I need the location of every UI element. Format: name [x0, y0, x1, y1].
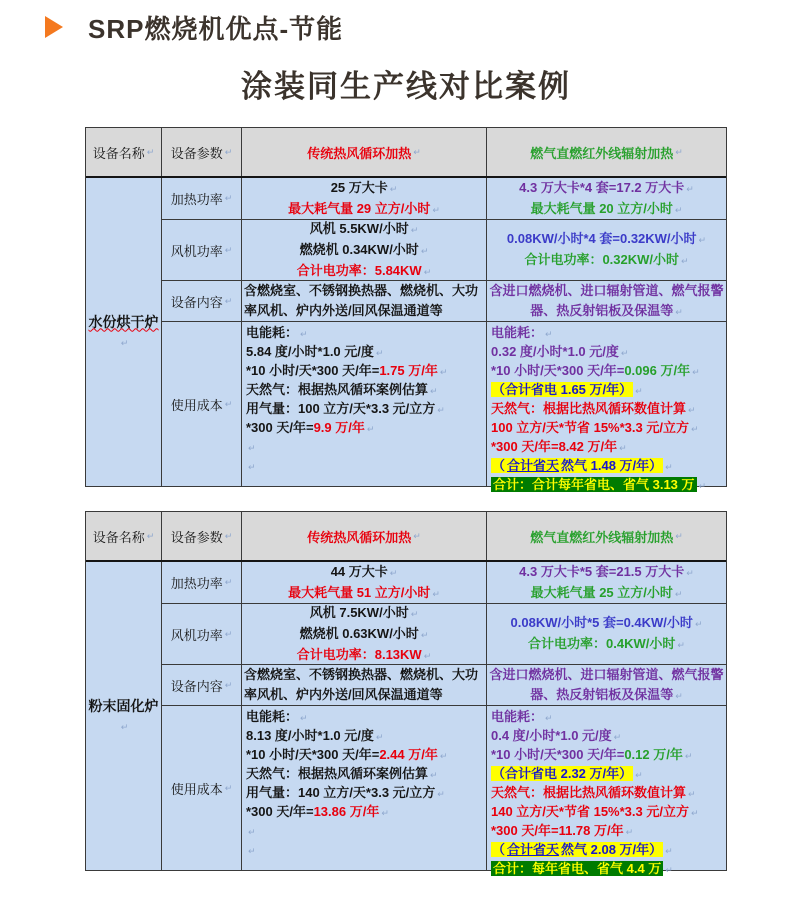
- cell-line: [491, 381, 724, 400]
- text-segment: 天然气：根据热风循环案例估算: [246, 382, 429, 397]
- traditional-heating-cell: [242, 281, 487, 321]
- table-row: [162, 322, 726, 492]
- paragraph-mark-icon: ↵: [665, 865, 673, 875]
- cell-line: [244, 281, 484, 321]
- infrared-heating-cell: [487, 281, 726, 321]
- cell-line: [242, 240, 486, 261]
- text-segment: 含进口燃烧机、进口辐射管道、燃气报警器、热反射铝板及保温等: [489, 282, 724, 318]
- paragraph-mark-icon: ↵: [439, 751, 448, 761]
- paragraph-mark-icon: ↵: [675, 146, 683, 157]
- header-cell-equipment-name: [86, 128, 162, 176]
- text-segment: 5.84 度/小时*1.0 元/度: [246, 344, 374, 359]
- text-segment: 0.32 度/小时*1.0 元/度: [491, 344, 619, 359]
- cell-line: [246, 419, 484, 438]
- paragraph-mark-icon: ↵: [625, 827, 634, 837]
- paragraph-mark-icon: ↵: [248, 827, 256, 837]
- paragraph-mark-icon: ↵: [674, 204, 683, 215]
- paragraph-mark-icon: ↵: [439, 367, 448, 377]
- cell-line: [491, 860, 724, 879]
- cell-line: [487, 178, 726, 199]
- cell-line: [246, 324, 484, 343]
- text-segment: 合计省天: [507, 458, 560, 473]
- cell-line: [491, 438, 724, 457]
- param-label: 风机功率: [170, 627, 223, 643]
- cell-line: [487, 562, 726, 583]
- paragraph-mark-icon: ↵: [389, 183, 398, 194]
- table-body: [86, 178, 726, 492]
- paragraph-mark-icon: ↵: [381, 808, 389, 818]
- paragraph-mark-icon: ↵: [432, 588, 440, 599]
- cell-line: [246, 400, 484, 419]
- paragraph-mark-icon: ↵: [300, 713, 308, 723]
- table-header-row: [86, 512, 726, 562]
- paragraph-mark-icon: ↵: [635, 386, 643, 396]
- cell-line: [246, 784, 484, 803]
- text-segment: 合计电功率：5.84KW: [296, 262, 422, 278]
- paragraph-mark-icon: ↵: [437, 405, 445, 415]
- paragraph-mark-icon: ↵: [675, 306, 683, 317]
- cell-line: [491, 362, 724, 381]
- traditional-heating-cell: [242, 220, 487, 280]
- text-segment: 9.9 万/年: [313, 420, 365, 435]
- text-segment: 电能耗：: [491, 325, 544, 340]
- param-label: 设备内容: [170, 678, 223, 694]
- text-segment: 含燃烧室、不锈钢换热器、燃烧机、大功率风机、炉内外送/回风保温通道等: [244, 283, 479, 318]
- text-segment: 最大耗气量 51 立方/小时: [288, 584, 431, 600]
- paragraph-mark-icon: ↵: [410, 608, 419, 619]
- header-cell-equipment-name: [86, 512, 162, 560]
- text-segment: 0.08KW/小时*4 套=0.32KW/小时: [506, 231, 697, 246]
- paragraph-mark-icon: ↵: [675, 690, 683, 701]
- text-segment: 2.44 万/年: [379, 747, 438, 762]
- text-segment: 电能耗：: [246, 325, 299, 340]
- text-segment: 140 立方/天*节省 15%*3.3 元/立方: [491, 804, 689, 819]
- cell-line: [487, 634, 726, 655]
- paragraph-mark-icon: ↵: [420, 629, 429, 640]
- header-cell-parameter: [162, 128, 242, 176]
- cell-line: [242, 261, 486, 282]
- text-segment: 4.3 万大卡*5 套=21.5 万大卡: [519, 563, 685, 579]
- text-segment: 8.13 度/小时*1.0 元/度: [246, 728, 374, 743]
- header-cell-infrared-heating: [487, 512, 726, 560]
- cell-line: [246, 765, 484, 784]
- cell-line: [487, 229, 726, 250]
- text-segment: 天然气：根据比热风循环数值计算: [491, 785, 687, 800]
- paragraph-mark-icon: ↵: [420, 245, 429, 256]
- paragraph-mark-icon: ↵: [389, 567, 398, 578]
- cell-line: [491, 324, 724, 343]
- text-segment: 最大耗气量 20 立方/小时: [530, 200, 673, 216]
- paragraph-mark-icon: ↵: [410, 224, 419, 235]
- paragraph-mark-icon: ↵: [224, 295, 233, 306]
- paragraph-mark-icon: ↵: [432, 204, 440, 215]
- text-segment: 天然气：根据比热风循环数值计算: [491, 401, 687, 416]
- paragraph-mark-icon: ↵: [692, 367, 700, 377]
- paragraph-mark-icon: ↵: [688, 405, 696, 415]
- header-cell-infrared-heating: [487, 128, 726, 176]
- paragraph-mark-icon: ↵: [690, 808, 699, 818]
- cell-line: [246, 746, 484, 765]
- text-segment: 燃烧机 0.34KW/小时: [299, 241, 419, 257]
- paragraph-mark-icon: ↵: [224, 577, 233, 587]
- paragraph-mark-icon: ↵: [684, 751, 693, 761]
- text-segment: 燃烧机 0.63KW/小时: [299, 625, 419, 641]
- paragraph-mark-icon: ↵: [686, 183, 694, 194]
- param-label: 加热功率: [170, 576, 223, 591]
- paragraph-mark-icon: ↵: [665, 462, 673, 472]
- cell-line: [487, 199, 726, 220]
- param-label-cell: [162, 178, 242, 219]
- section-subtitle: 涂装同生产线对比案例: [241, 69, 571, 104]
- cell-line: [246, 822, 484, 841]
- infrared-heating-cell: [487, 665, 726, 705]
- text-segment: 含燃烧室、不锈钢换热器、燃烧机、大功率风机、炉内外送/回风保温通道等: [244, 667, 479, 702]
- paragraph-mark-icon: ↵: [366, 424, 375, 434]
- text-segment: 合计省天: [507, 842, 560, 857]
- text-segment: 风机 7.5KW/小时: [309, 604, 409, 620]
- paragraph-mark-icon: ↵: [635, 770, 643, 780]
- header-label: 设备参数: [170, 529, 223, 545]
- param-label-cell: [162, 604, 242, 664]
- cell-line: [491, 803, 724, 822]
- table-row: [162, 220, 726, 281]
- param-label-cell: [162, 220, 242, 280]
- table-row: [162, 706, 726, 876]
- infrared-heating-cell: [487, 322, 726, 492]
- header-label: 传统热风循环加热: [307, 529, 412, 545]
- cell-line: [242, 624, 486, 645]
- param-label: 使用成本: [170, 397, 223, 413]
- text-segment: 用气量：140 立方/天*3.3 元/立方: [246, 785, 436, 800]
- table-row: [162, 665, 726, 706]
- cell-line: [119, 716, 129, 737]
- text-segment: *300 天/年=8.42 万/年: [491, 439, 618, 454]
- text-segment: 然气 1.48 万/年）: [561, 458, 663, 473]
- paragraph-mark-icon: ↵: [224, 193, 233, 203]
- infrared-heating-cell: [487, 220, 726, 280]
- text-segment: 合计：每年省电、省气 4.4 万: [493, 861, 662, 876]
- paragraph-mark-icon: ↵: [413, 530, 421, 541]
- param-label-cell: [162, 562, 242, 603]
- cell-line: [246, 381, 484, 400]
- cell-line: [487, 250, 726, 271]
- text-segment: *10 小时/天*300 天/年=: [246, 363, 380, 378]
- table-row: [162, 281, 726, 322]
- text-segment: 4.3 万大卡*4 套=17.2 万大卡: [519, 179, 685, 195]
- text-segment: 1.75 万/年: [379, 363, 438, 378]
- traditional-heating-cell: [242, 604, 487, 664]
- paragraph-mark-icon: ↵: [248, 846, 256, 856]
- paragraph-mark-icon: ↵: [224, 679, 233, 690]
- paragraph-mark-icon: ↵: [430, 386, 438, 396]
- paragraph-mark-icon: ↵: [423, 266, 432, 277]
- paragraph-mark-icon: ↵: [545, 713, 553, 723]
- text-segment: 电能耗：: [246, 709, 299, 724]
- paragraph-mark-icon: ↵: [375, 348, 384, 358]
- header-cell-traditional-heating: [242, 512, 487, 560]
- text-segment: 用气量：100 立方/天*3.3 元/立方: [246, 401, 436, 416]
- text-segment: 最大耗气量 29 立方/小时: [288, 200, 431, 216]
- equipment-name-cell: [86, 562, 162, 870]
- text-segment: 合计：合计每年省电、省气 3.13 万: [493, 477, 695, 492]
- comparison-table-moisture-drying-oven: [85, 127, 727, 492]
- infrared-heating-cell: [487, 178, 726, 219]
- header-label: 燃气直燃红外线辐射加热: [530, 145, 674, 161]
- cell-line: [246, 841, 484, 860]
- text-segment: *300 天/年=11.78 万/年: [491, 823, 624, 838]
- traditional-heating-cell: [242, 562, 487, 603]
- cell-line: [491, 822, 724, 841]
- cell-line: [242, 583, 486, 604]
- cell-line: [491, 841, 724, 860]
- text-segment: *300 天/年=: [246, 804, 314, 819]
- text-segment: *10 小时/天*300 天/年=: [491, 747, 625, 762]
- paragraph-mark-icon: ↵: [690, 424, 699, 434]
- cell-line: [242, 645, 486, 666]
- text-segment: 天然气：根据热风循环案例估算: [246, 766, 429, 781]
- table-header-row: [86, 128, 726, 178]
- cell-line: [487, 613, 726, 634]
- text-segment: 风机 5.5KW/小时: [309, 220, 409, 236]
- paragraph-mark-icon: ↵: [224, 530, 233, 541]
- paragraph-mark-icon: ↵: [677, 640, 685, 650]
- cell-line: [491, 727, 724, 746]
- cell-line: [491, 457, 724, 476]
- paragraph-mark-icon: ↵: [413, 146, 421, 157]
- equipment-name-label: 粉末固化炉: [88, 697, 159, 714]
- header-label: 燃气直燃红外线辐射加热: [530, 529, 674, 545]
- text-segment: 0.12 万/年: [624, 747, 683, 762]
- paragraph-mark-icon: ↵: [423, 650, 432, 661]
- paragraph-mark-icon: ↵: [248, 443, 256, 453]
- paragraph-mark-icon: ↵: [694, 619, 703, 629]
- traditional-heating-cell: [242, 706, 487, 870]
- table-row: [162, 562, 726, 604]
- equipment-name-label: 水份烘干炉: [88, 313, 159, 330]
- header-cell-traditional-heating: [242, 128, 487, 176]
- cell-line: [491, 708, 724, 727]
- text-segment: 0.096 万/年: [624, 363, 691, 378]
- paragraph-mark-icon: ↵: [248, 462, 256, 472]
- infrared-heating-cell: [487, 706, 726, 876]
- text-segment: 44 万大卡: [330, 563, 388, 579]
- paragraph-mark-icon: ↵: [620, 348, 629, 358]
- cell-line: [246, 803, 484, 822]
- text-segment: （合计省电 1.65 万/年）: [492, 382, 633, 397]
- table-rows: [162, 178, 726, 492]
- paragraph-mark-icon: ↵: [613, 732, 622, 742]
- param-label: 设备内容: [170, 294, 223, 310]
- cell-line: [491, 765, 724, 784]
- infrared-heating-cell: [487, 562, 726, 603]
- cell-line: [489, 665, 724, 706]
- infrared-heating-cell: [487, 604, 726, 664]
- header-label: 设备参数: [170, 145, 223, 161]
- param-label-cell: [162, 322, 242, 486]
- table-rows: [162, 562, 726, 876]
- cell-line: [244, 665, 484, 705]
- paragraph-mark-icon: ↵: [698, 481, 707, 491]
- page-title: SRP燃烧机优点-节能: [88, 14, 344, 44]
- traditional-heating-cell: [242, 322, 487, 486]
- text-segment: 最大耗气量 25 立方/小时: [530, 584, 673, 600]
- cell-line: [242, 199, 486, 220]
- cell-line: [491, 476, 724, 495]
- paragraph-mark-icon: ↵: [375, 732, 384, 742]
- paragraph-mark-icon: ↵: [430, 770, 438, 780]
- traditional-heating-cell: [242, 665, 487, 705]
- paragraph-mark-icon: ↵: [224, 398, 233, 409]
- paragraph-mark-icon: ↵: [224, 244, 233, 255]
- text-segment: 0.08KW/小时*5 套=0.4KW/小时: [510, 615, 693, 630]
- header-cell-parameter: [162, 512, 242, 560]
- cell-line: [491, 343, 724, 362]
- traditional-heating-cell: [242, 178, 487, 219]
- cell-line: [246, 727, 484, 746]
- cell-line: [487, 583, 726, 604]
- cell-line: [119, 332, 129, 353]
- paragraph-mark-icon: ↵: [300, 329, 308, 339]
- param-label: 风机功率: [170, 243, 223, 259]
- text-segment: （合计省电 2.32 万/年）: [492, 766, 633, 781]
- text-segment: 合计电功率：0.4KW/小时: [528, 636, 676, 651]
- text-segment: 合计电功率：0.32KW/小时: [524, 252, 680, 267]
- text-segment: 25 万大卡: [330, 179, 388, 195]
- paragraph-mark-icon: ↵: [681, 256, 689, 266]
- comparison-table-powder-curing-oven: [85, 511, 727, 876]
- paragraph-mark-icon: ↵: [120, 337, 129, 348]
- text-segment: （: [492, 842, 506, 857]
- param-label: 加热功率: [170, 192, 223, 207]
- paragraph-mark-icon: ↵: [224, 628, 233, 639]
- equipment-name-cell: [86, 178, 162, 486]
- paragraph-mark-icon: ↵: [698, 235, 707, 245]
- cell-line: [242, 178, 486, 199]
- text-segment: 13.86 万/年: [313, 804, 380, 819]
- cell-line: [491, 419, 724, 438]
- paragraph-mark-icon: ↵: [674, 588, 683, 599]
- text-segment: （: [492, 458, 506, 473]
- text-segment: 100 立方/天*节省 15%*3.3 元/立方: [491, 420, 689, 435]
- text-segment: *300 天/年=: [246, 420, 314, 435]
- param-label-cell: [162, 665, 242, 705]
- cell-line: [491, 400, 724, 419]
- paragraph-mark-icon: ↵: [437, 789, 445, 799]
- header-label: 设备名称: [92, 529, 145, 545]
- cell-line: [489, 281, 724, 322]
- text-segment: *10 小时/天*300 天/年=: [491, 363, 625, 378]
- paragraph-mark-icon: ↵: [619, 443, 627, 453]
- paragraph-mark-icon: ↵: [675, 530, 683, 541]
- cell-line: [491, 746, 724, 765]
- param-label-cell: [162, 706, 242, 870]
- table-body: [86, 562, 726, 876]
- header-label: 设备名称: [92, 145, 145, 161]
- paragraph-mark-icon: ↵: [224, 782, 233, 793]
- paragraph-mark-icon: ↵: [224, 146, 233, 157]
- header-label: 传统热风循环加热: [307, 145, 412, 161]
- paragraph-mark-icon: ↵: [665, 846, 673, 856]
- text-segment: 0.4 度/小时*1.0 元/度: [491, 728, 612, 743]
- cell-line: [491, 784, 724, 803]
- cell-line: [246, 343, 484, 362]
- cell-line: [246, 362, 484, 381]
- param-label: 使用成本: [170, 781, 223, 797]
- text-segment: 电能耗：: [491, 709, 544, 724]
- bullet-triangle-icon: [45, 16, 63, 38]
- param-label-cell: [162, 281, 242, 321]
- cell-line: [246, 708, 484, 727]
- cell-line: [246, 438, 484, 457]
- table-row: [162, 178, 726, 220]
- cell-line: [242, 603, 486, 624]
- text-segment: 合计电功率：8.13KW: [296, 646, 422, 662]
- text-segment: 含进口燃烧机、进口辐射管道、燃气报警器、热反射铝板及保温等: [489, 666, 724, 702]
- cell-line: [246, 457, 484, 476]
- paragraph-mark-icon: ↵: [146, 530, 155, 541]
- cell-line: [242, 562, 486, 583]
- paragraph-mark-icon: ↵: [120, 721, 129, 732]
- table-row: [162, 604, 726, 665]
- text-segment: 然气 2.08 万/年）: [561, 842, 663, 857]
- paragraph-mark-icon: ↵: [545, 329, 553, 339]
- paragraph-mark-icon: ↵: [688, 789, 696, 799]
- paragraph-mark-icon: ↵: [146, 146, 155, 157]
- text-segment: *10 小时/天*300 天/年=: [246, 747, 380, 762]
- cell-line: [242, 219, 486, 240]
- paragraph-mark-icon: ↵: [686, 567, 694, 578]
